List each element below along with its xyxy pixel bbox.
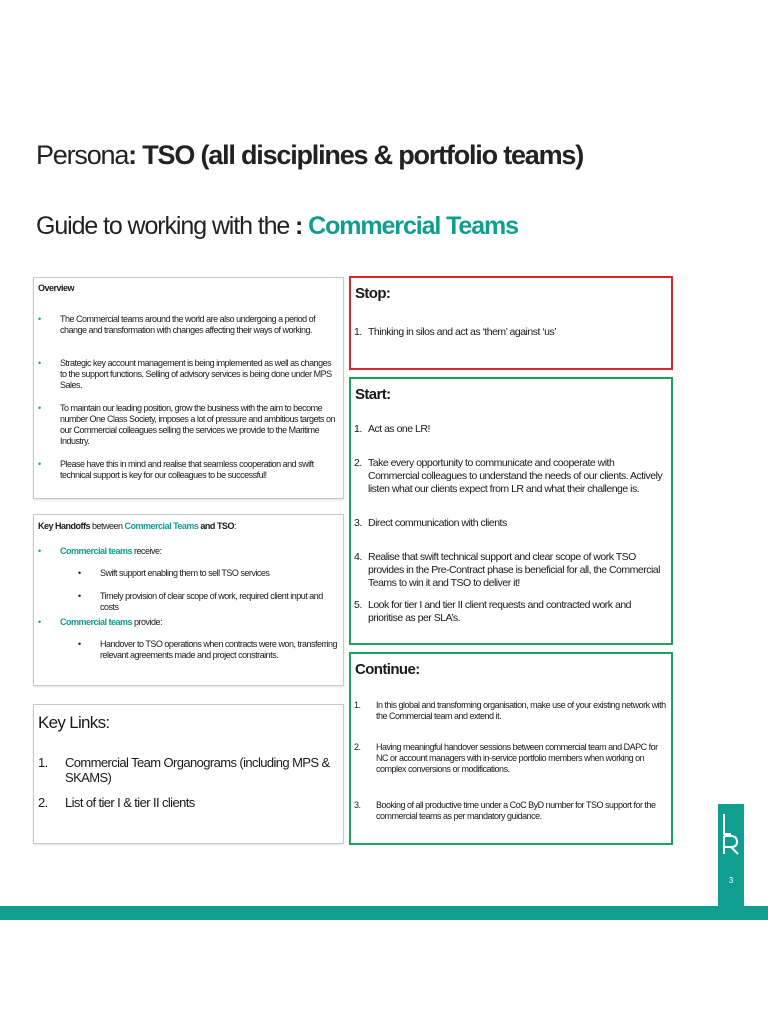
provide-item: • Handover to TSO operations when contracts were won, transferring relevant agreements made and project constraints. — [78, 639, 337, 660]
page-subtitle: Guide to working with the : Commercial Teams — [36, 212, 518, 240]
overview-bullet: • The Commercial teams around the world are also undergoing a period of change and transformation with changes affecting their ways of working. — [38, 314, 316, 335]
page-number: 3 — [728, 876, 734, 885]
overview-bullet: • Strategic key account management is being implemented as well as changes to the support functions. Selling of advisory services is being done under MPS Sales. — [38, 358, 332, 390]
handoffs-provide-line: • Commercial teams provide: — [38, 617, 163, 627]
continue-item: 2. Having meaningful handover sessions between commercial team and DAPC for NC or account managers with in-service portfolio members when working on complex conversions or modifications. — [354, 742, 658, 774]
key-links-box — [33, 704, 344, 844]
start-item: 2. Take every opportunity to communicate and cooperate with Commercial colleagues to understand the needs of our clients. Actively listen what our clients expect from LR and what their challenge is. — [354, 457, 663, 495]
stop-item: 1. Thinking in silos and act as ‘them’ against ‘us’ — [354, 326, 557, 338]
stop-heading: Stop: — [355, 285, 391, 302]
continue-box — [349, 652, 673, 845]
stop-box — [349, 276, 673, 370]
handoffs-receive-line: • Commercial teams receive: — [38, 546, 162, 556]
key-link-item[interactable]: 1. Commercial Team Organograms (including MPS & SKAMS) — [38, 755, 330, 785]
handoffs-heading: Key Handoffs between Commercial Teams and TSO: — [38, 521, 236, 531]
start-item: 1. Act as one LR! — [354, 423, 430, 435]
continue-item: 1. In this global and transforming organisation, make use of your existing network with the Commercial team and extend it. — [354, 700, 666, 721]
overview-bullet: • Please have this in mind and realise that seamless cooperation and swift technical support is key for our colleagues to be successful! — [38, 459, 314, 480]
lr-logo-icon — [721, 812, 741, 856]
start-item: 4. Realise that swift technical support and clear scope of work TSO provides in the Pre-Contract phase is beneficial for all, the Commercial Teams to win it and TSO to deliver it! — [354, 551, 660, 589]
receive-item: • Timely provision of clear scope of work, required client input and costs — [78, 591, 323, 612]
overview-box — [33, 277, 344, 499]
footer-bar — [0, 906, 768, 920]
continue-heading: Continue: — [355, 661, 420, 678]
overview-heading: Overview — [38, 283, 75, 293]
continue-item: 3. Booking of all productive time under a CoC ByD number for TSO support for the commercial teams as per mandatory guidance. — [354, 800, 656, 821]
start-item: 5. Look for tier I and tier II client requests and contracted work and prioritise as per SLA’s. — [354, 599, 631, 624]
start-item: 3. Direct communication with clients — [354, 517, 507, 529]
start-heading: Start: — [355, 386, 391, 403]
page-title: Persona: TSO (all disciplines & portfolio teams) — [36, 140, 584, 170]
receive-item: • Swift support enabling them to sell TSO services — [78, 568, 270, 578]
logo-panel — [718, 804, 744, 906]
key-links-heading: Key Links: — [38, 713, 110, 732]
overview-bullet: • To maintain our leading position, grow the business with the aim to become number One Class Society, imposes a lot of pressure and ambitious targets on our Commercial colleagues selling the services we provide to the Maritime Industry. — [38, 403, 335, 446]
key-link-item[interactable]: 2. List of tier I & tier II clients — [38, 795, 195, 810]
handoffs-box — [33, 514, 344, 686]
start-box — [349, 377, 673, 645]
